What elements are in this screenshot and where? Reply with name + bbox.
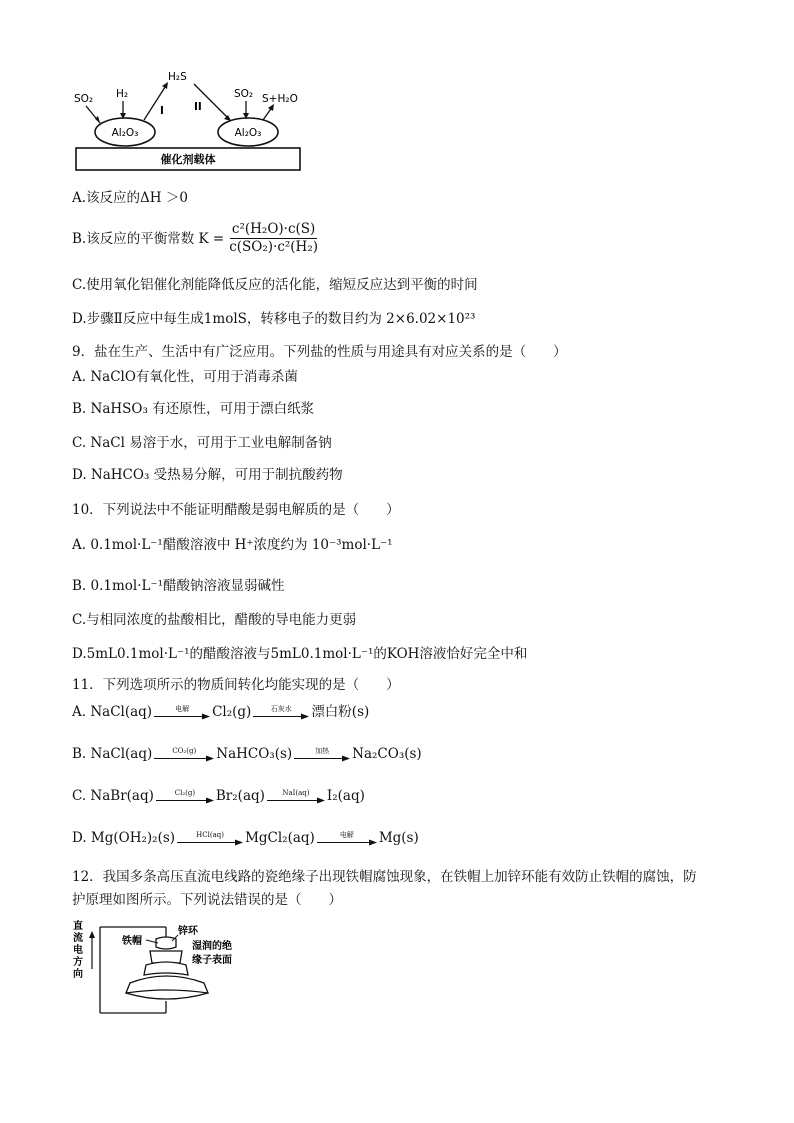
iron-cap-label: 铁帽 [122,936,142,947]
so2-left-label: SO₂ [74,93,94,105]
q12-stem-line1: 12．我国多条高压直流电线路的瓷绝缘子出现铁帽腐蚀现象，在铁帽上加锌环能有效防止铁帽的腐蚀，防 [72,869,697,885]
q11-option-c [72,787,365,805]
q9-option-c: C. NaCl 易溶于水，可用于工业电解制备钠 [72,435,332,451]
insulator-diagram [70,913,240,1017]
fraction-denominator: c(SO₂)·c²(H₂) [229,239,319,255]
current-direction-label: 直流电方向 [73,921,83,980]
q9-option-a: A. NaClO有氧化性，可用于消毒杀菌 [72,369,298,385]
h2s-label: H₂S [168,71,187,83]
so2-right-label: SO₂ [234,88,254,100]
q8-option-a: A.该反应的ΔH ＞0 [72,190,188,206]
reactant: C. NaBr(aq) [72,788,154,804]
arrow-condition: HCl(aq) [196,830,224,839]
catalyst-diagram [70,68,310,174]
arrow-condition: 电解 [175,704,190,713]
arrow-condition: NaI(aq) [282,788,310,797]
q11-stem: 11．下列选项所示的物质间转化均能实现的是（ ） [72,677,400,693]
reaction-arrow [317,831,377,846]
step1-label: I [160,105,164,117]
product: Na₂CO₃(s) [352,746,422,762]
surface-label-line1: 湿润的绝 [192,941,232,952]
reaction-arrow [267,789,325,804]
product: I₂(aq) [326,788,365,804]
q9-option-d: D. NaHCO₃ 受热易分解，可用于制抗酸药物 [72,467,343,483]
reaction-arrow [154,705,210,720]
product: Mg(s) [378,830,419,846]
reactant: B. NaCl(aq) [72,746,153,762]
reaction-arrow [294,747,350,762]
q11-option-d [72,829,419,847]
q8-option-d: D.步骤Ⅱ反应中每生成1molS，转移电子的数目约为 2×6.02×10²³ [72,311,476,327]
zinc-ring-label: 锌环 [178,926,198,937]
s-h2o-label: S+H₂O [262,93,298,105]
intermediate: Cl₂(g) [212,704,252,720]
al2o3-right-label: Al₂O₃ [234,127,262,139]
carrier-label: 催化剂载体 [160,153,216,166]
intermediate: Br₂(aq) [215,788,265,804]
reaction-arrow [156,789,214,804]
q9-stem: 9．盐在生产、生活中有广泛应用。下列盐的性质与用途具有对应关系的是（ ） [72,344,567,360]
al2o3-left-label: Al₂O₃ [111,127,139,139]
q11-option-a [72,703,369,721]
q8-option-b-prefix: B.该反应的平衡常数 K = [72,230,225,247]
intermediate: MgCl₂(aq) [245,830,315,846]
reaction-arrow [177,831,243,846]
arrow-condition: 电解 [339,830,354,839]
arrow-condition: CO₂(g) [172,746,197,755]
q8-option-c: C.使用氧化铝催化剂能降低反应的活化能，缩短反应达到平衡的时间 [72,277,478,293]
q10-option-c: C.与相同浓度的盐酸相比，醋酸的导电能力更弱 [72,612,357,628]
q8-option-b [72,221,320,256]
step2-label: II [194,101,202,113]
surface-label-line2: 缘子表面 [192,955,232,966]
q10-stem: 10．下列说法中不能证明醋酸是弱电解质的是（ ） [72,502,400,518]
reactant: D. Mg(OH₂)₂(s) [72,830,176,846]
arrow-condition: Cl₂(g) [174,788,196,797]
product: 漂白粉(s) [311,704,370,720]
q10-option-a: A. 0.1mol·L⁻¹醋酸溶液中 H⁺浓度约为 10⁻³mol·L⁻¹ [72,537,393,553]
arrow-condition: 加热 [315,746,330,755]
reactant: A. NaCl(aq) [72,704,153,720]
arrow-condition: 石灰水 [270,704,292,713]
equilibrium-constant-fraction [227,221,320,256]
reaction-arrow [154,747,214,762]
intermediate: NaHCO₃(s) [216,746,293,762]
q10-option-b: B. 0.1mol·L⁻¹醋酸钠溶液显弱碱性 [72,578,285,594]
q10-option-d: D.5mL0.1mol·L⁻¹的醋酸溶液与5mL0.1mol·L⁻¹的KOH溶液恰好完全中和 [72,646,528,662]
h2-label: H₂ [116,88,129,100]
q9-option-b: B. NaHSO₃ 有还原性，可用于漂白纸浆 [72,401,315,417]
fraction-numerator: c²(H₂O)·c(S) [231,221,316,237]
q11-option-b [72,745,422,763]
reaction-arrow [253,705,309,720]
q12-stem-line2: 护原理如图所示。下列说法错误的是（ ） [72,892,342,908]
